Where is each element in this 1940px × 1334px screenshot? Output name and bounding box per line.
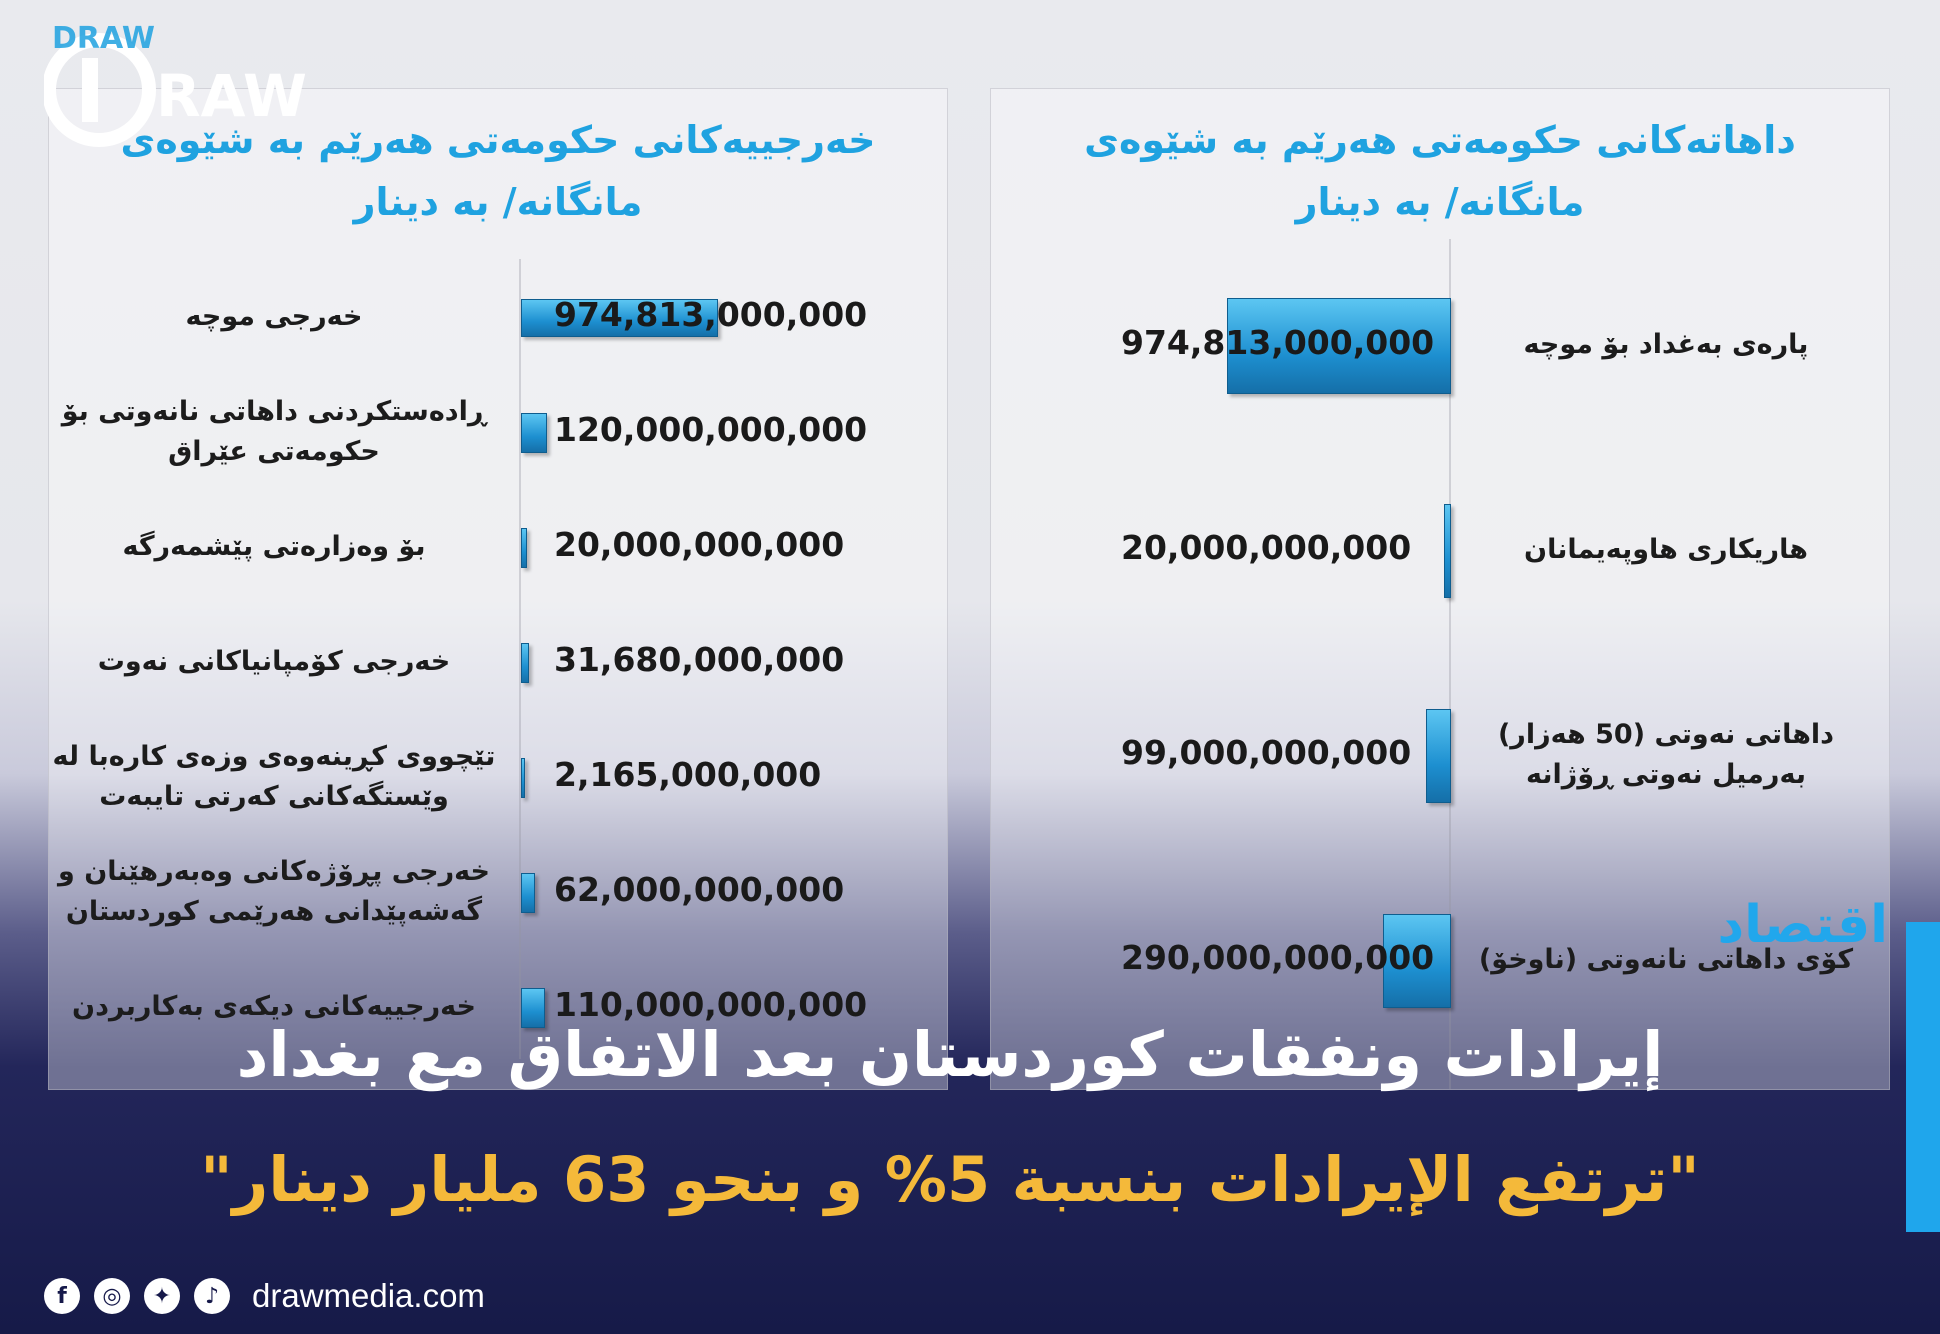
value-label: 2,165,000,000 — [554, 755, 822, 794]
expenditure-title-line-1: خەرجییەکانی حکومەتی هەرێم بە شێوەی — [120, 118, 876, 162]
svg-text:DRAW: DRAW — [52, 21, 155, 56]
footer — [44, 1272, 485, 1320]
category-label — [49, 737, 499, 817]
bar — [521, 413, 547, 453]
value-label: 20,000,000,000 — [1121, 528, 1412, 567]
bar — [1426, 709, 1451, 803]
bar — [1444, 504, 1451, 598]
value-label: 31,680,000,000 — [554, 640, 845, 679]
value-label: 290,000,000,000 — [1121, 938, 1435, 977]
category-label — [49, 852, 499, 932]
category-label-line: خەرجی پڕۆژەکانی وەبەرهێنان و — [58, 856, 490, 887]
category-label-line: هاریکاری هاوپەیمانان — [1524, 534, 1808, 565]
value-label: 110,000,000,000 — [554, 985, 868, 1024]
category-label-line: خەرجی موچە — [185, 301, 363, 332]
side-accent-bar — [1906, 922, 1940, 1232]
svg-text:RAW: RAW — [156, 62, 307, 130]
category-label-line: بۆ وەزارەتی پێشمەرگە — [122, 531, 426, 562]
value-label: 62,000,000,000 — [554, 870, 845, 909]
category-label — [49, 392, 499, 472]
category-label — [1461, 530, 1871, 570]
value-label: 974,813,000,000 — [554, 295, 868, 334]
category-label-line: ڕادەستکردنی داهاتی نانەوتی بۆ — [61, 396, 487, 427]
expenditure-chart-panel — [48, 88, 948, 1090]
bar — [521, 873, 535, 913]
tiktok-icon[interactable]: ♪ — [194, 1278, 230, 1314]
draw-logo — [44, 18, 344, 158]
bar — [521, 643, 529, 683]
category-label — [49, 297, 499, 337]
category-label — [1461, 715, 1871, 795]
site-url[interactable]: drawmedia.com — [252, 1277, 485, 1314]
revenue-chart-title — [1031, 109, 1849, 233]
category-label — [49, 642, 499, 682]
category-label-line: پارەی بەغداد بۆ موچە — [1523, 329, 1809, 360]
revenue-title-line-2: مانگانە/ بە دینار — [1295, 180, 1585, 224]
twitter-icon[interactable]: ✦ — [144, 1278, 180, 1314]
subheadline: "ترتفع الإيرادات بنسبة 5% و بنحو 63 مليار دينار" — [200, 1143, 1700, 1216]
category-label — [49, 527, 499, 567]
expenditure-title-line-2: مانگانە/ بە دینار — [353, 180, 643, 224]
category-label-line: تێچووی کڕینەوەی وزەی کارەبا لە — [52, 741, 496, 772]
value-label: 20,000,000,000 — [554, 525, 845, 564]
category-label-line: خەرجییەکانی دیکەی بەکاربردن — [72, 991, 476, 1022]
bar — [521, 758, 525, 798]
category-label-line: وێستگەکانی کەرتی تایبەت — [99, 781, 449, 812]
instagram-icon[interactable]: ◎ — [94, 1278, 130, 1314]
revenue-title-line-1: داهاتەکانی حکومەتی هەرێم بە شێوەی — [1084, 118, 1796, 162]
facebook-icon[interactable]: f — [44, 1278, 80, 1314]
category-label-line: خەرجی کۆمپانیاکانی نەوت — [97, 646, 451, 677]
bar — [521, 528, 527, 568]
category-label-line: گەشەپێدانی هەرێمی کوردستان — [65, 896, 483, 927]
category-label-line: داهاتی نەوتی (50 هەزار) — [1497, 719, 1835, 750]
value-label: 99,000,000,000 — [1121, 733, 1412, 772]
section-tag: اقتصاد — [1717, 895, 1888, 955]
headline: إيرادات ونفقات كوردستان بعد الاتفاق مع بغداد — [236, 1018, 1664, 1091]
category-label — [1461, 325, 1871, 365]
category-label-line: بەرمیل نەوتی ڕۆژانە — [1526, 759, 1806, 790]
value-label: 120,000,000,000 — [554, 410, 868, 449]
category-label-line: حکومەتی عێراق — [168, 436, 380, 467]
category-label-line: کۆی داهاتی نانەوتی (ناوخۆ) — [1478, 944, 1854, 975]
value-label: 974,813,000,000 — [1121, 323, 1435, 362]
